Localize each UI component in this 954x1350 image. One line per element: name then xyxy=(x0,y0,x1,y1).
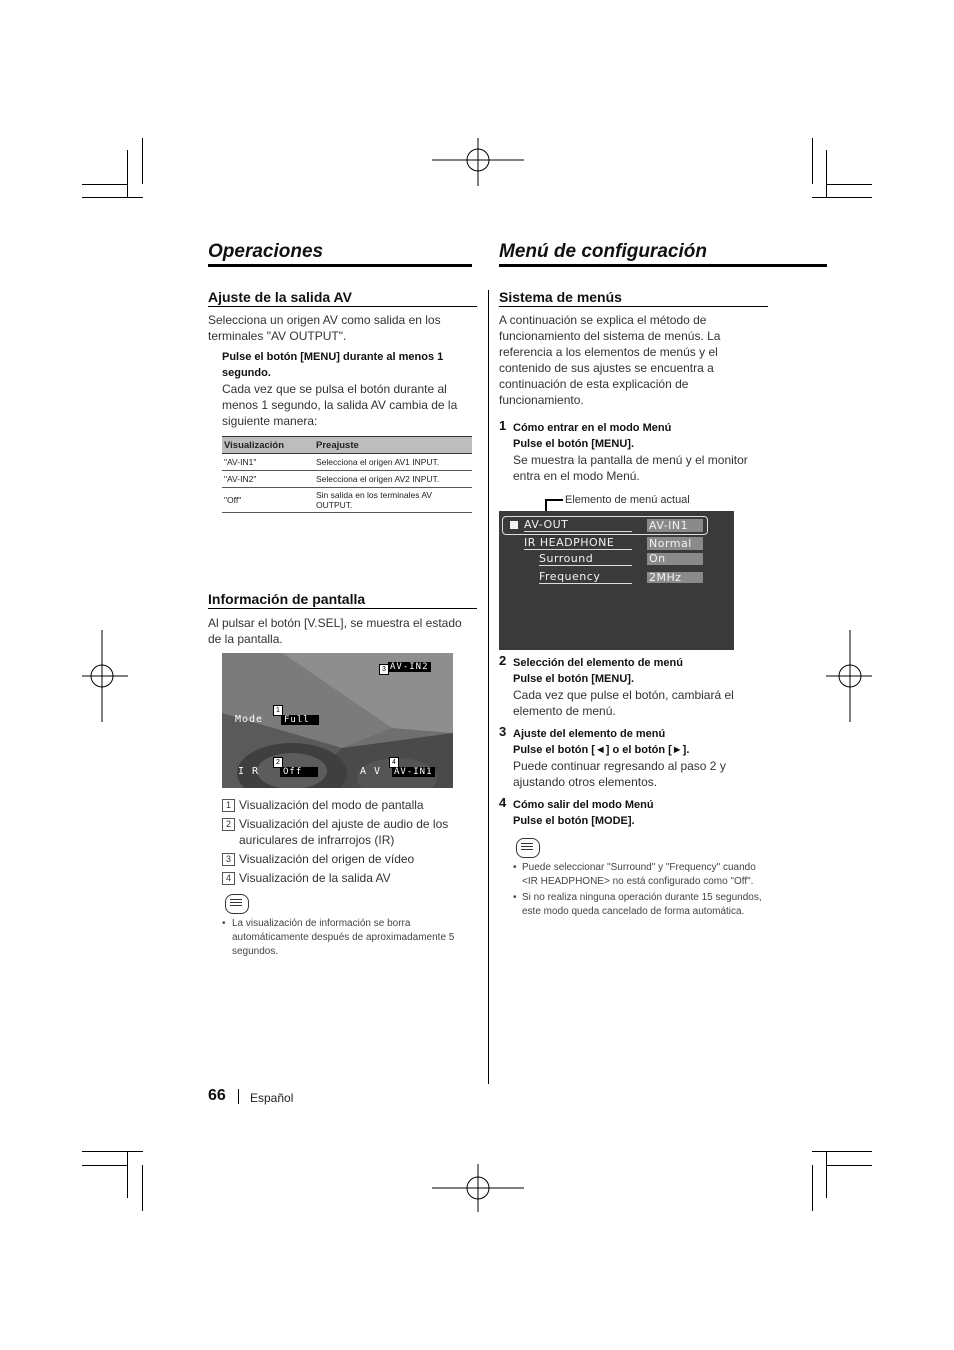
menu-item-label: IR HEADPHONE xyxy=(524,536,632,550)
step-4-title: Cómo salir del modo Menú xyxy=(513,799,654,811)
section-heading-menu-system: Sistema de menús xyxy=(499,289,622,305)
screen-info-note: • La visualización de información se borra automáticamente después de aproximadamente 5 segundos. xyxy=(222,917,467,959)
list-item xyxy=(222,851,462,867)
list-item xyxy=(222,870,462,886)
table-cell: "Off" xyxy=(222,488,314,513)
osd-av-label: A V xyxy=(360,766,382,777)
step-1-instruction: Pulse el botón [MENU]. xyxy=(513,438,634,450)
menu-screen xyxy=(499,511,734,650)
table-cell: "AV-IN2" xyxy=(222,471,314,488)
step-2-description: Cada vez que pulse el botón, cambiará el elemento de menú. xyxy=(513,688,734,718)
osd-ir-value: Off xyxy=(280,767,318,777)
marker-1: 1 xyxy=(273,705,283,716)
menu-item-value: Normal xyxy=(647,537,703,550)
step-4-number: 4 xyxy=(499,795,507,810)
menu-item-label: AV-OUT xyxy=(524,518,632,532)
osd-mode-value: Full xyxy=(281,715,319,725)
footer-divider xyxy=(238,1089,239,1104)
step-2-instruction: Pulse el botón [MENU]. xyxy=(513,673,634,685)
osd-mode-label: Mode xyxy=(235,714,264,725)
note-text: La visualización de información se borra automáticamente después de aproximadamente 5 segundos. xyxy=(232,918,455,957)
menu-item-label: Surround xyxy=(539,552,632,566)
section-rule xyxy=(499,306,768,307)
step-1-title: Cómo entrar en el modo Menú xyxy=(513,422,672,434)
marker-2: 2 xyxy=(273,757,283,768)
table-header-preset: Preajuste xyxy=(314,437,472,454)
list-number: 4 xyxy=(222,872,235,885)
list-text: Visualización del ajuste de audio de los auriculares de infrarrojos (IR) xyxy=(239,817,449,847)
list-item xyxy=(222,816,462,848)
list-text: Visualización del origen de vídeo xyxy=(239,852,415,866)
step-4-instruction: Pulse el botón [MODE]. xyxy=(513,815,635,827)
note-item: • Si no realiza ninguna operación durante 15 segundos, este modo queda cancelado de forma automática. xyxy=(513,891,768,919)
marker-3: 3 xyxy=(379,664,389,675)
table-row xyxy=(222,454,472,471)
registration-mark-top xyxy=(432,138,524,186)
table-header-display: Visualización xyxy=(222,437,314,454)
screen-info-intro: Al pulsar el botón [V.SEL], se muestra el estado de la pantalla. xyxy=(208,616,462,646)
page-number: 66 xyxy=(208,1087,226,1104)
list-text: Visualización del modo de pantalla xyxy=(239,798,424,812)
list-text: Visualización de la salida AV xyxy=(239,871,391,885)
list-item xyxy=(222,797,462,813)
table-row xyxy=(222,471,472,488)
list-number: 3 xyxy=(222,853,235,866)
footer-language: Español xyxy=(250,1091,294,1105)
step-1-number: 1 xyxy=(499,418,507,433)
osd-av-in2: AV-IN2 xyxy=(390,662,429,672)
marker-4: 4 xyxy=(389,757,399,768)
registration-mark-bottom xyxy=(432,1164,524,1212)
screen-display-image xyxy=(222,653,453,788)
note-text: Si no realiza ninguna operación durante 15 segundos, este modo queda cancelado de forma automática. xyxy=(522,892,762,917)
step-3-number: 3 xyxy=(499,724,507,739)
table-row xyxy=(222,488,472,513)
column-divider xyxy=(488,290,489,1084)
screen-info-list xyxy=(222,797,462,886)
osd-av-value: AV-IN1 xyxy=(394,767,433,777)
note-icon xyxy=(516,838,540,858)
registration-mark-right xyxy=(826,630,872,722)
note-item: • Puede seleccionar "Surround" y "Frequency" cuando <IR HEADPHONE> no está configurado como "Off". xyxy=(513,861,768,889)
section-rule xyxy=(208,608,477,609)
section-heading-av-output: Ajuste de la salida AV xyxy=(208,289,352,305)
menu-system-intro: A continuación se explica el método de funcionamiento del sistema de menús. La referencia a los elementos de menús y el contenido de sus ajustes se encuentra a continuación de esta explicación de funcionamiento. xyxy=(499,313,721,407)
step-2-number: 2 xyxy=(499,653,507,668)
callout-label: Elemento de menú actual xyxy=(565,494,690,506)
av-output-instruction: Pulse el botón [MENU] durante al menos 1 segundo. xyxy=(222,351,444,379)
menu-item-value: 2MHz xyxy=(647,572,703,583)
left-title: Operaciones xyxy=(208,241,324,262)
left-title-rule xyxy=(208,264,472,267)
step-3-description: Puede continuar regresando al paso 2 y ajustando otros elementos. xyxy=(513,759,726,789)
av-output-description: Cada vez que se pulsa el botón durante al menos 1 segundo, la salida AV cambia de la siguiente manera: xyxy=(222,382,458,428)
step-1-description: Se muestra la pantalla de menú y el monitor entra en el modo Menú. xyxy=(513,453,748,483)
osd-ir-label: I R xyxy=(238,766,260,777)
list-number: 2 xyxy=(222,818,235,831)
table-cell: "AV-IN1" xyxy=(222,454,314,471)
table-cell: Selecciona el origen AV2 INPUT. xyxy=(314,471,472,488)
right-title-rule xyxy=(499,264,827,267)
menu-item-value: AV-IN1 xyxy=(647,519,703,532)
av-output-intro: Selecciona un origen AV como salida en los terminales "AV OUTPUT". xyxy=(208,313,441,343)
menu-item-label: Frequency xyxy=(539,570,632,584)
list-number: 1 xyxy=(222,799,235,812)
av-output-table xyxy=(222,436,472,513)
right-title: Menú de configuración xyxy=(499,241,707,262)
table-cell: Selecciona el origen AV1 INPUT. xyxy=(314,454,472,471)
step-2-title: Selección del elemento de menú xyxy=(513,657,683,669)
note-text: Puede seleccionar "Surround" y "Frequency" cuando <IR HEADPHONE> no está configurado como "Off". xyxy=(522,862,756,887)
step-3-title: Ajuste del elemento de menú xyxy=(513,728,666,740)
menu-item-value: On xyxy=(647,553,703,565)
registration-mark-left xyxy=(82,630,128,722)
menu-notes xyxy=(513,861,768,919)
section-rule xyxy=(208,306,477,307)
note-icon xyxy=(225,894,249,914)
section-heading-screen-info: Información de pantalla xyxy=(208,591,366,607)
table-cell: Sin salida en los terminales AV OUTPUT. xyxy=(314,488,472,513)
step-3-instruction: Pulse el botón [◄] o el botón [►]. xyxy=(513,744,690,756)
current-item-marker xyxy=(510,521,518,529)
